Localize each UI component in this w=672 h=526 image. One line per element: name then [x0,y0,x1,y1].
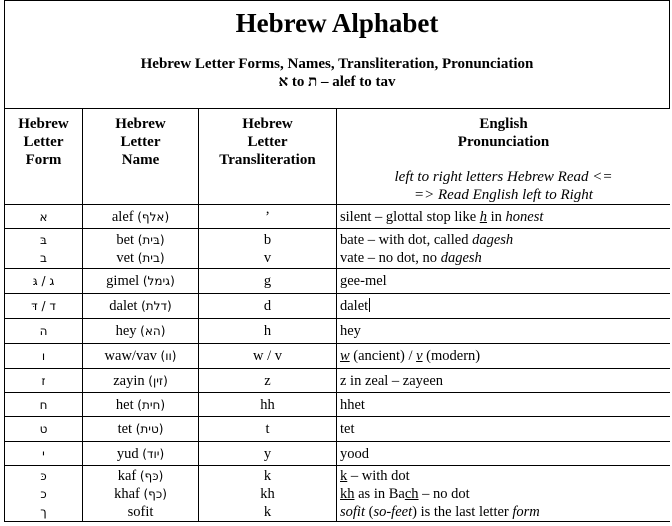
letter-name-cell [83,369,199,393]
transliteration: b [263,231,272,248]
header-trans-line: Hebrew [242,116,293,132]
letter-name: zayin [113,372,145,389]
header-pron-note [337,168,670,204]
pronunciation-line [340,322,670,340]
pronunciation-line [340,503,670,521]
letter-form: כ [40,486,47,501]
transliteration-cell [199,319,337,344]
pronunciation-text: vate – no dot, no [340,249,441,266]
pronunciation-cell [337,294,671,319]
pronunciation-line [340,347,670,365]
pronunciation-text: yood [340,445,369,462]
header-pron-line: English [479,116,528,132]
letter-name-hebrew: (גימל) [142,274,175,288]
letter-name-line [83,272,198,290]
letter-name-hebrew: (וו) [160,349,177,363]
transliteration: hh [260,396,275,413]
pronunciation-cell [337,369,671,393]
pron-note-line: => Read English left to Right [414,187,593,203]
header-name [83,109,199,205]
alphabet-table [4,108,670,522]
letter-name-cell [83,269,199,294]
pronunciation-cell [337,393,671,417]
letter-name: yud [116,445,139,462]
document-header [4,0,670,109]
table-row [5,319,671,344]
letter-form: ז [41,373,46,388]
transliteration: t [265,421,270,437]
transliteration: kh [260,485,275,502]
pronunciation-text: (ancient) / [349,348,417,364]
pronunciation-text: bate – with dot, called [340,231,473,248]
letter-name-line [83,445,198,463]
pronunciation-cell [337,466,671,522]
pronunciation-text: honest [505,208,544,225]
letter-name-cell [83,442,199,466]
header-trans-line: Letter [247,134,288,150]
header-name-line: Hebrew [115,116,166,132]
letter-form: בּ [40,232,47,247]
table-row [5,466,671,522]
transliteration-cell [199,229,337,269]
letter-name-cell [83,417,199,442]
letter-name: gimel [106,273,140,289]
pronunciation-text: form [512,503,540,520]
letter-form-cell [5,319,83,344]
table-row [5,393,671,417]
pronunciation-cell [337,269,671,294]
letter-name-line [83,208,198,226]
header-pronunciation [337,109,671,205]
header-name-line: Name [121,152,160,168]
letter-name: alef [111,208,134,225]
table-row [5,229,671,269]
pronunciation-cell [337,442,671,466]
letter-form-cell [5,417,83,442]
letter-name-hebrew: (כּף) [139,468,164,483]
letter-form: י [42,446,45,461]
table-row [5,294,671,319]
letter-form: ה [39,324,48,338]
letter-name-line [83,420,198,438]
letter-name-line [83,485,198,503]
pronunciation-line [340,208,670,226]
letter-name-line [83,322,198,340]
header-name-line: Letter [120,134,161,150]
pronunciation-text: so-feet [373,503,413,520]
table-row [5,205,671,229]
pronunciation-line [340,249,670,267]
header-form-line: Letter [23,134,64,150]
transliteration-cell [199,442,337,466]
letter-name: bet [116,231,135,248]
transliteration-cell [199,393,337,417]
transliteration-cell [199,417,337,442]
transliteration: ’ [265,208,270,225]
page-title: Hebrew Alphabet [235,8,439,38]
letter-name-hebrew: (כף) [143,486,167,501]
pronunciation-line [340,272,670,290]
letter-name-cell [83,466,199,522]
header-trans-line: Transliteration [219,152,316,168]
pronunciation-line [340,396,670,414]
subtitle: Hebrew Letter Forms, Names, Transliteration, Pronunciation [140,56,534,72]
pronunciation-cell [337,344,671,369]
pronunciation-text: sofit [340,503,365,520]
letter-name-cell [83,393,199,417]
letter-name-hebrew: (חית) [137,397,166,412]
letter-form: ח [39,397,48,412]
pronunciation-text: tet [340,421,355,437]
letter-name-line [83,372,198,390]
pronunciation-text: kh [340,485,355,502]
transliteration: w / v [253,348,282,364]
pronunciation-text: in [487,208,506,225]
table-row [5,369,671,393]
letter-form: ך [40,504,47,519]
pronunciation-text: – no dot [418,485,470,502]
letter-name-hebrew: (דלת) [141,299,172,313]
pronunciation-text: v [416,348,423,364]
transliteration-cell [199,205,337,229]
pronunciation-text: hhet [340,396,365,413]
text-cursor [369,298,370,312]
letter-form-cell [5,344,83,369]
pronunciation-line [340,485,670,503]
letter-form: כּ [40,468,47,483]
transliteration: y [263,445,272,462]
pronunciation-cell [337,205,671,229]
letter-name-line [83,297,198,315]
letter-name-hebrew: (בּית) [137,232,165,247]
letter-name: sofit [127,503,154,520]
letter-name-cell [83,229,199,269]
to-word: to [291,74,305,90]
table-body [5,205,671,522]
letter-name-line [83,347,198,365]
document [4,0,670,526]
transliteration-cell [199,269,337,294]
header-row [5,109,671,205]
pronunciation-text: ) is the last letter [412,503,513,520]
header-form-line: Hebrew [18,116,69,132]
letter-name: waw/vav [104,348,157,364]
pronunciation-line [340,420,670,438]
letter-name: vet [116,249,135,266]
letter-name-cell [83,205,199,229]
last-letter: ת [308,74,318,90]
letter-form: ט [39,422,48,436]
letter-form-cell [5,442,83,466]
table-row [5,269,671,294]
letter-form: ב [40,250,47,265]
pronunciation-text: dagesh [440,249,482,266]
header-form [5,109,83,205]
letter-name-hebrew: (בית) [137,250,165,265]
table-row [5,442,671,466]
pronunciation-text: ch [404,485,419,502]
letter-form-cell [5,205,83,229]
transliteration: g [263,273,272,289]
pronunciation-text: dalet [340,298,369,314]
transliteration-cell [199,344,337,369]
letter-form-cell [5,269,83,294]
first-letter: א [278,74,289,90]
transliteration: h [263,323,272,339]
pronunciation-text: ( [364,503,374,520]
pronunciation-cell [337,229,671,269]
table-row [5,417,671,442]
letter-form-cell [5,229,83,269]
transliteration: v [263,249,272,266]
pronunciation-line [340,372,670,390]
letter-name-hebrew: (טית) [135,422,164,436]
pronunciation-text: h [479,208,488,225]
letter-name-hebrew: (אלף) [137,209,170,224]
pronunciation-text: dagesh [472,231,514,248]
pronunciation-text: silent – glottal stop like [340,208,480,225]
transliteration: k [263,503,272,520]
letter-name-line [83,249,198,267]
letter-name-hebrew: (זין) [148,373,168,388]
letter-name-line [83,396,198,414]
pronunciation-line [340,467,670,485]
letter-form: ד / דּ [31,299,56,313]
letter-name-line [83,231,198,249]
transliteration: d [263,298,272,314]
pronunciation-cell [337,319,671,344]
pronunciation-text: z in zeal – zayeen [340,372,444,389]
pronunciation-line [340,297,670,315]
transliteration-cell [199,466,337,522]
pronunciation-line [340,231,670,249]
transliteration: k [263,467,272,484]
letter-form: ו [41,349,46,363]
letter-form-cell [5,369,83,393]
letter-form-cell [5,393,83,417]
letter-form-cell [5,294,83,319]
transliteration: z [264,372,271,389]
letter-name: hey [115,323,137,339]
letter-name-cell [83,344,199,369]
letter-name: dalet [109,298,138,314]
letter-name: tet [117,421,133,437]
pronunciation-text: – with dot [347,467,410,484]
pron-note-line: left to right letters Hebrew Read <= [394,169,613,185]
header-form-line: Form [25,152,62,168]
alphabet-range [5,74,669,91]
pronunciation-text: as in Ba [354,485,405,502]
letter-name-cell [83,294,199,319]
pronunciation-text: gee-mel [340,273,387,289]
table-row [5,344,671,369]
header-transliteration [199,109,337,205]
pronunciation-text: k [340,467,348,484]
letter-form: ג / גּ [32,274,55,288]
letter-name-hebrew: (יוד) [142,446,165,461]
letter-name-cell [83,319,199,344]
pronunciation-line [340,445,670,463]
letter-form-cell [5,466,83,522]
letter-name-hebrew: (הא) [140,324,166,338]
header-pron-line: Pronunciation [457,134,550,150]
transliteration-cell [199,294,337,319]
letter-name-line [83,467,198,485]
pronunciation-text: w [340,348,350,364]
letter-name-line [83,503,198,521]
transliteration-cell [199,369,337,393]
pronunciation-text: hey [340,323,361,339]
letter-form: א [39,209,48,224]
pronunciation-cell [337,417,671,442]
letter-name: het [115,396,134,413]
pronunciation-text: (modern) [422,348,481,364]
range-tail: – alef to tav [320,74,396,90]
letter-name: kaf [117,467,137,484]
letter-name: khaf [114,485,140,502]
